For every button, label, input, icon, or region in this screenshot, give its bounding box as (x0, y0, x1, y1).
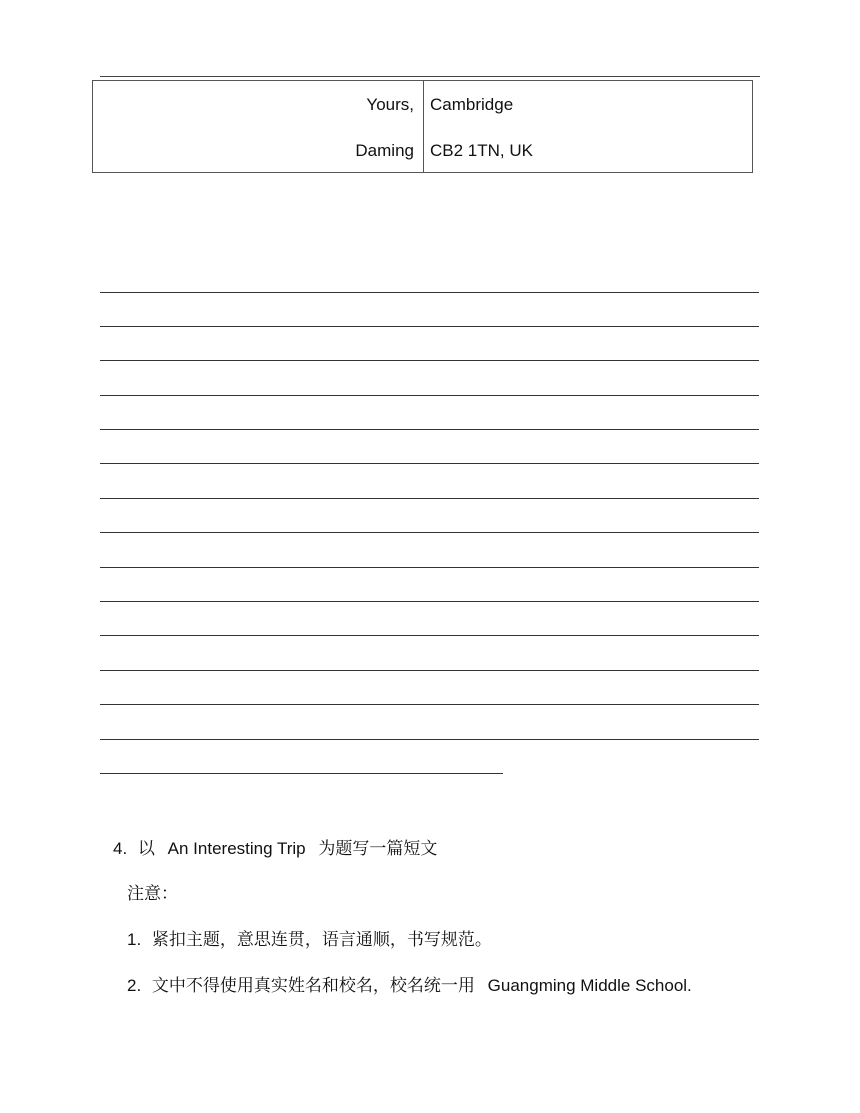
task-prefix: 以 (137, 839, 155, 859)
writing-line[interactable] (100, 739, 759, 740)
requirement-item (127, 929, 492, 951)
table-divider (423, 81, 424, 172)
requirement-number: 2. (127, 976, 142, 995)
writing-line-short[interactable] (100, 773, 503, 774)
requirement-item (127, 975, 692, 997)
writing-line[interactable] (100, 498, 759, 499)
task-title: An Interesting Trip (167, 839, 306, 858)
address-postcode: CB2 1TN, UK (430, 141, 533, 160)
writing-line[interactable] (100, 532, 759, 533)
writing-line[interactable] (100, 635, 759, 636)
note-label: 注意： (127, 884, 178, 904)
task-suffix: 为题写一篇短文 (318, 839, 438, 859)
writing-line[interactable] (100, 360, 759, 361)
writing-line[interactable] (100, 670, 759, 671)
school-name: Guangming Middle School. (487, 976, 692, 995)
writing-line[interactable] (100, 463, 759, 464)
writing-line[interactable] (100, 395, 759, 396)
writing-line[interactable] (100, 292, 759, 293)
requirement-number: 1. (127, 930, 142, 949)
letter-closing-table (92, 80, 753, 173)
requirement-text: 文中不得使用真实姓名和校名，校名统一用 (151, 976, 475, 996)
writing-line[interactable] (100, 567, 759, 568)
writing-line[interactable] (100, 601, 759, 602)
signature-name: Daming (355, 141, 414, 160)
writing-line[interactable] (100, 326, 759, 327)
address-city: Cambridge (430, 95, 514, 114)
writing-line[interactable] (100, 704, 759, 705)
closing-salutation: Yours, (366, 95, 414, 114)
top-rule (100, 76, 760, 77)
requirement-text: 紧扣主题，意思连贯，语言通顺，书写规范。 (151, 930, 492, 950)
task-number: 4. (113, 839, 128, 858)
writing-line[interactable] (100, 429, 759, 430)
task-heading (113, 838, 437, 860)
